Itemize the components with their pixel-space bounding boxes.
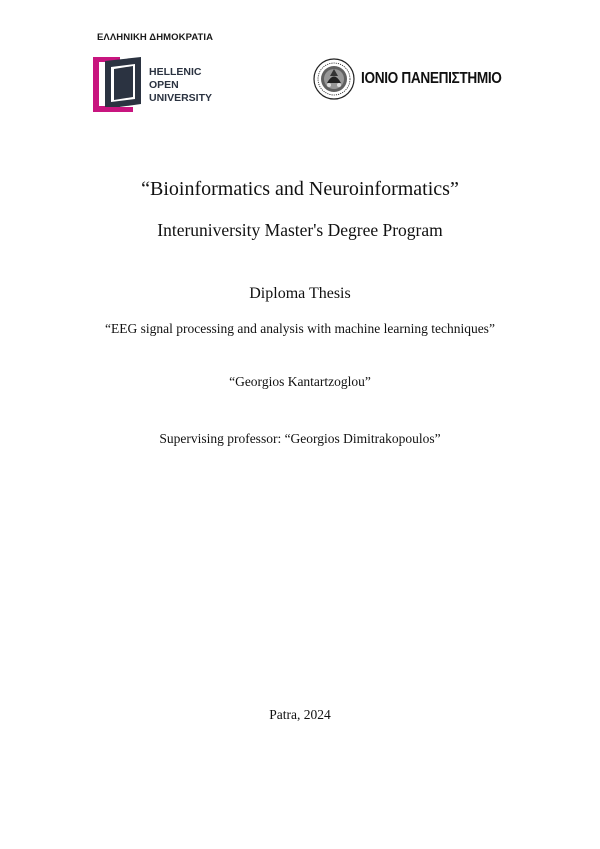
ionian-university-seal-icon	[313, 58, 355, 100]
hou-line-1: HELLENIC	[149, 66, 202, 78]
place-date: Patra, 2024	[269, 707, 331, 722]
supervisor-line: Supervising professor: “Georgios Dimitrakopoulos”	[159, 431, 441, 446]
author-name: “Georgios Kantartzoglou”	[229, 374, 371, 389]
hellenic-open-university-wordmark	[149, 66, 212, 105]
hou-line-3: UNIVERSITY	[149, 92, 213, 104]
thesis-title: “EEG signal processing and analysis with machine learning techniques”	[105, 321, 495, 336]
program-title: “Bioinformatics and Neuroinformatics”	[141, 178, 459, 200]
hou-line-2: OPEN	[149, 79, 179, 91]
ionian-university-name: ΙΟΝΙΟ ΠΑΝΕΠΙΣΤΗΜΙΟ	[361, 70, 502, 87]
republic-label: ΕΛΛΗΝΙΚΗ ΔΗΜΟΚΡΑΤΙΑ	[97, 32, 214, 43]
program-subtitle: Interuniversity Master's Degree Program	[157, 220, 443, 240]
document-type: Diploma Thesis	[249, 285, 351, 302]
